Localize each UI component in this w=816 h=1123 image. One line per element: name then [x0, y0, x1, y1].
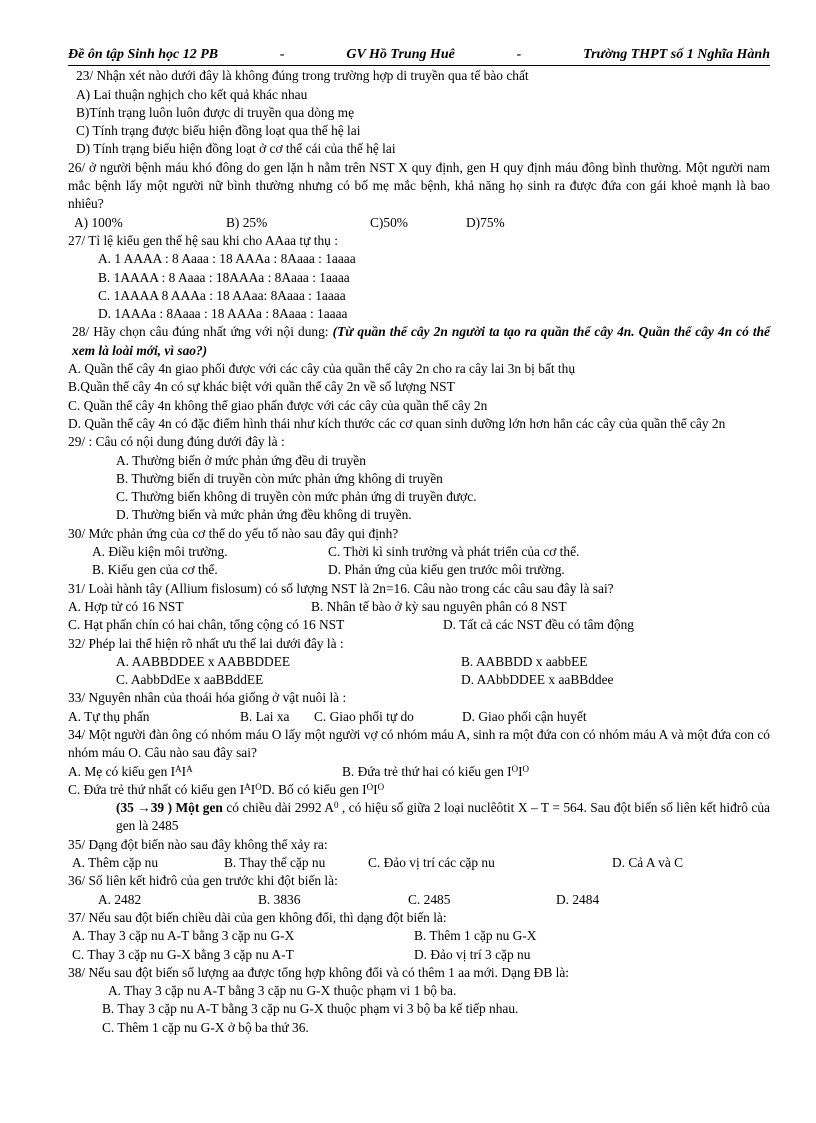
option-29a: A. Thường biến ở mức phản ứng đều di truyền — [116, 452, 366, 468]
option-31a: A. Hợp tử có 16 NST — [68, 598, 184, 614]
option-33d: D. Giao phối cận huyết — [462, 708, 587, 724]
option-35a: A. Thêm cặp nu — [72, 855, 159, 871]
option-37d: D. Đảo vị trí 3 cặp nu — [414, 946, 531, 962]
option-35c: C. Đảo vị trí các cặp nu — [368, 855, 495, 871]
option-28d: D. Quần thể cây 4n có đặc điểm hình thái như kích thước các cơ quan sinh dưỡng lớn hơn hẳn các cây của quần thể cây 2n — [68, 415, 726, 431]
option-34d: D. Bố có kiểu gen $I^OI^O$ — [261, 781, 385, 797]
option-31b: B. Nhân tế bào ở kỳ sau nguyên phân có 8 NST — [311, 598, 567, 614]
option-36b: B. 3836 — [258, 891, 301, 907]
option-29b: B. Thường biến di truyền còn mức phản ứng không di truyền — [116, 470, 443, 486]
option-34c: C. Đứa trẻ thứ nhất có kiểu gen $I^AI^O$ — [68, 781, 262, 797]
option-26b: B) 25% — [226, 214, 268, 230]
question-36: 36/ Số liên kết hiđrô của gen trước khi đột biến là: — [68, 873, 338, 889]
option-26a: A) 100% — [74, 214, 123, 230]
option-38a: A. Thay 3 cặp nu A-T bằng 3 cặp nu G-X thuộc phạm vi 1 bộ ba. — [108, 983, 457, 999]
option-36d: D. 2484 — [556, 891, 600, 907]
question-37: 37/ Nếu sau đột biến chiều dài của gen không đổi, thì dạng đột biến là: — [68, 909, 447, 925]
option-28c: C. Quần thể cây 4n không thể giao phấn được với các cây của quần thể cây 2n — [68, 397, 488, 413]
option-28b: B.Quần thể cây 4n có sự khác biệt với quần thể cây 2n về số lượng NST — [68, 379, 455, 395]
question-28 — [68, 323, 770, 360]
option-26d: D)75% — [466, 214, 505, 230]
option-38b: B. Thay 3 cặp nu A-T bằng 3 cặp nu G-X thuộc phạm vi 3 bộ ba kế tiếp nhau. — [102, 1001, 519, 1017]
option-27a: A. 1 AAAA : 8 Aaaa : 18 AAAa : 8Aaaa : 1aaaa — [98, 251, 356, 267]
options-32-row1 — [68, 653, 770, 671]
option-36a: A. 2482 — [98, 891, 142, 907]
question-31: 31/ Loài hành tây (Allium fislosum) có số lượng NST là 2n=16. Câu nào trong các câu sau đây là sai? — [68, 580, 614, 596]
option-29d: D. Thường biến và mức phản ứng đều không di truyền. — [116, 507, 412, 523]
option-37b: B. Thêm 1 cặp nu G-X — [414, 928, 537, 944]
options-32-row2 — [68, 671, 770, 689]
header-separator: - — [516, 47, 522, 62]
question-30: 30/ Mức phản ứng của cơ thể do yếu tố nào sau đây qui định? — [68, 525, 399, 541]
question-28-text: 28/ Hãy chọn câu đúng nhất ứng với nội dung: — [72, 324, 329, 340]
option-35b: B. Thay thế cặp nu — [224, 855, 326, 871]
option-33c: C. Giao phối tự do — [314, 708, 414, 724]
header-school: Trường THPT số 1 Nghĩa Hành — [583, 47, 770, 62]
option-37c: C. Thay 3 cặp nu G-X bằng 3 cặp nu A-T — [72, 946, 294, 962]
options-33 — [68, 708, 770, 726]
option-32d: D. AAbbDDEE x aaBBddee — [461, 672, 614, 688]
option-33b: B. Lai xa — [240, 708, 290, 724]
question-32: 32/ Phép lai thể hiện rõ nhất ưu thế lai dưới đây là : — [68, 635, 344, 651]
question-35-39-stem: (35 →39 ) Một gen có chiều dài 2992 $A^0$ , có hiệu số giữa 2 loại nuclêôtit X – T = 564. Sau đột biến số liên kết hiđrô của gen là 2485 — [116, 800, 771, 834]
option-30a: A. Điều kiện môi trường. — [92, 544, 228, 560]
option-38c: C. Thêm 1 cặp nu G-X ở bộ ba thứ 36. — [102, 1019, 309, 1035]
options-34-row1 — [68, 763, 770, 781]
option-30b: B. Kiểu gen của cơ thể. — [92, 562, 218, 578]
option-33a: A. Tự thụ phấn — [68, 708, 150, 724]
header-subject: Đề ôn tập Sinh học 12 PB — [68, 47, 219, 62]
option-23c: C) Tính trạng được biểu hiện đồng loạt qua thế hệ lai — [76, 123, 361, 139]
options-26 — [68, 214, 770, 232]
option-35d: D. Cả A và C — [612, 855, 684, 871]
question-28-stem: (Từ quần thể cây 2n người ta tạo ra quần thể cây 4n. Quần thể cây 4n có thể xem là loài mới, vì sao?) — [72, 324, 770, 358]
option-26c: C)50% — [370, 214, 408, 230]
question-27: 27/ Tỉ lệ kiểu gen thế hệ sau khi cho AAaa tự thụ : — [68, 232, 338, 248]
option-30c: C. Thời kì sinh trưởng và phát triển của cơ thể. — [328, 544, 580, 560]
option-31d: D. Tất cả các NST đều có tâm động — [443, 617, 635, 633]
option-27d: D. 1AAAa : 8Aaaa : 18 AAAa : 8Aaaa : 1aaaa — [98, 306, 348, 322]
option-23a: A) Lai thuận nghịch cho kết quả khác nhau — [76, 86, 308, 102]
options-30-row1 — [68, 543, 770, 561]
option-28a: A. Quần thể cây 4n giao phối được với các cây của quần thể cây 2n cho ra cây lai 3n bị bất thụ — [68, 361, 576, 377]
option-32c: C. AabbDdEe x aaBBddEE — [116, 672, 264, 688]
option-31c: C. Hạt phấn chín có hai chân, tổng cộng có 16 NST — [68, 617, 345, 633]
options-34-row2 — [68, 781, 770, 799]
options-31-row1 — [68, 598, 770, 616]
option-27c: C. 1AAAA 8 AAAa : 18 AAaa: 8Aaaa : 1aaaa — [98, 287, 346, 303]
options-30-row2 — [68, 561, 770, 579]
options-37-row2 — [68, 946, 770, 964]
option-36c: C. 2485 — [408, 891, 451, 907]
options-37-row1 — [68, 927, 770, 945]
header-teacher: GV Hồ Trung Huê — [346, 47, 455, 62]
option-27b: B. 1AAAA : 8 Aaaa : 18AAAa : 8Aaaa : 1aaaa — [98, 269, 350, 285]
question-35: 35/ Dạng đột biến nào sau đây không thể xảy ra: — [68, 836, 328, 852]
option-32b: B. AABBDD x aabbEE — [461, 653, 588, 669]
options-35 — [68, 854, 770, 872]
question-23: 23/ Nhận xét nào dưới đây là không đúng trong trường hợp di truyền qua tế bào chất — [76, 68, 529, 84]
option-23d: D) Tính trạng biểu hiện đồng loạt ở cơ thể cái của thế hệ lai — [76, 141, 396, 157]
option-30d: D. Phản ứng của kiểu gen trước môi trường. — [328, 562, 565, 578]
exam-page — [68, 46, 770, 1037]
question-33: 33/ Nguyên nhân của thoái hóa giống ở vật nuôi là : — [68, 690, 347, 706]
options-36 — [68, 891, 770, 909]
option-32a: A. AABBDDEE x AABBDDEE — [116, 653, 291, 669]
question-26: 26/ ở người bệnh máu khó đông do gen lặn h nằm trên NST X quy định, gen H quy định máu đông bình thường. Một người nam mắc bệnh lấy một người nữ bình thường nhưng có bố mẹ mắc bệnh, khả năng họ sinh ra được đứa con gái khoẻ mạnh là bao nhiêu? — [68, 159, 770, 212]
page-header — [68, 46, 770, 66]
options-31-row2 — [68, 616, 770, 634]
header-separator: - — [279, 47, 285, 62]
option-29c: C. Thường biến không di truyền còn mức phản ứng di truyền được. — [116, 489, 477, 505]
arrow-icon: → — [137, 800, 151, 816]
question-34: 34/ Một người đàn ông có nhóm máu O lấy một người vợ có nhóm máu A, sinh ra một đứa con có nhóm máu A và một đứa con có nhóm máu O. Câu nào sau đây sai? — [68, 726, 770, 761]
question-29: 29/ : Câu có nội dung đúng dưới đây là : — [68, 434, 285, 450]
option-37a: A. Thay 3 cặp nu A-T bằng 3 cặp nu G-X — [72, 928, 295, 944]
option-34a: A. Mẹ có kiểu gen $I^AI^A$ — [68, 763, 193, 779]
option-23b: B)Tính trạng luôn luôn được di truyền qua dòng mẹ — [76, 104, 355, 120]
option-34b: B. Đứa trẻ thứ hai có kiểu gen $I^OI^O$ — [342, 763, 530, 779]
question-38: 38/ Nếu sau đột biến số lượng aa được tổng hợp không đổi và có thêm 1 aa mới. Dạng ĐB là: — [68, 964, 570, 980]
